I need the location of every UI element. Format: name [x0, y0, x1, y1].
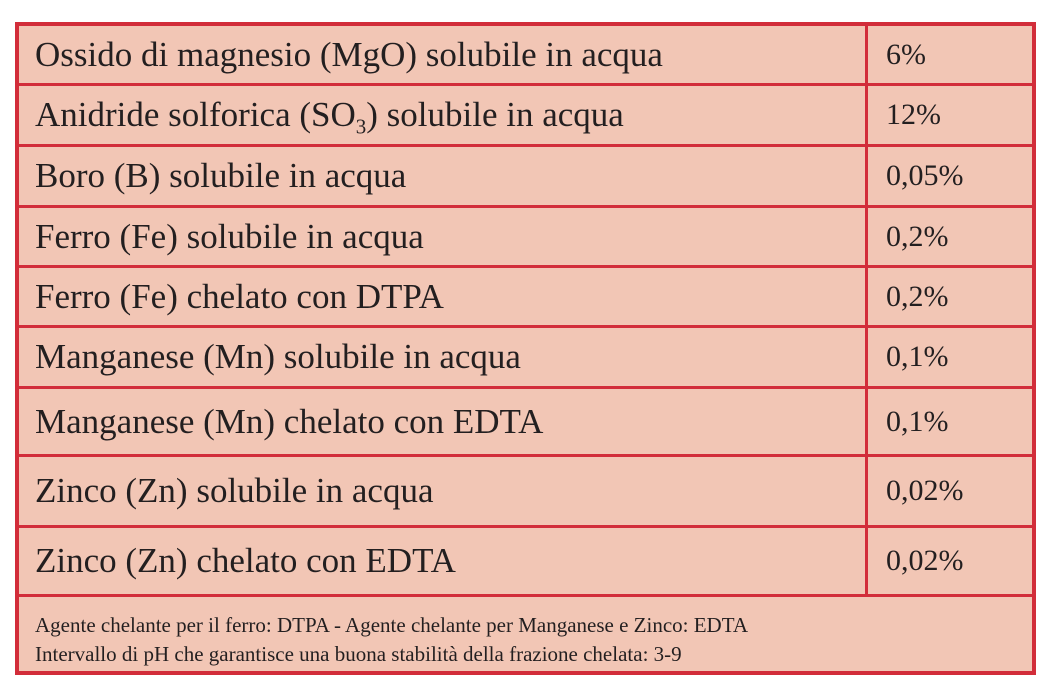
nutrient-value: 6% — [886, 37, 926, 71]
nutrient-label-text: Zinco (Zn) solubile in acqua — [35, 471, 434, 510]
nutrient-label — [19, 26, 868, 83]
nutrient-label — [19, 389, 868, 454]
nutrient-value: 0,2% — [886, 279, 949, 313]
nutrient-label — [19, 328, 868, 386]
nutrient-label — [19, 268, 868, 325]
nutrient-value: 0,02% — [886, 474, 964, 507]
nutrient-label-text: Ferro (Fe) solubile in acqua — [35, 216, 424, 256]
nutrient-label — [19, 86, 868, 144]
table-row — [19, 208, 1032, 268]
composition-table — [15, 22, 1036, 675]
footnote-ph-range: Intervallo di pH che garantisce una buona stabilità della frazione chelata: 3-9 — [35, 642, 682, 666]
nutrient-label-text: Zinco (Zn) chelato con EDTA — [35, 541, 456, 580]
table-row — [19, 528, 1032, 597]
table-row — [19, 86, 1032, 147]
nutrient-label — [19, 147, 868, 205]
nutrient-value: 0,2% — [886, 219, 949, 253]
nutrient-label-text: Boro (B) solubile in acqua — [35, 156, 407, 195]
label-part: Anidride solforica (SO — [35, 95, 356, 134]
footnote-chelating-agents: Agente chelante per il ferro: DTPA - Agente chelante per Manganese e Zinco: EDTA — [35, 613, 749, 637]
nutrient-value: 0,1% — [886, 404, 949, 438]
nutrient-label — [19, 528, 868, 594]
nutrient-label — [19, 208, 868, 265]
nutrient-value: 0,02% — [886, 544, 964, 577]
nutrient-label-text: Manganese (Mn) solubile in acqua — [35, 337, 521, 376]
nutrient-label-text: Ferro (Fe) chelato con DTPA — [35, 276, 444, 316]
nutrient-label — [19, 457, 868, 525]
nutrient-value: 12% — [886, 98, 941, 131]
label-part: ) solubile in acqua — [366, 95, 624, 134]
table-row — [19, 268, 1032, 328]
footnotes — [19, 597, 1032, 675]
nutrient-value: 0,05% — [886, 159, 964, 192]
table-row — [19, 147, 1032, 208]
nutrient-value: 0,1% — [886, 340, 949, 373]
nutrient-label-text: Ossido di magnesio (MgO) solubile in acqua — [35, 34, 663, 74]
nutrient-label-text: Manganese (Mn) chelato con EDTA — [35, 401, 544, 441]
nutrient-label-text — [35, 95, 624, 139]
table-row — [19, 457, 1032, 528]
table-row — [19, 26, 1032, 86]
table-row — [19, 328, 1032, 389]
table-row — [19, 389, 1032, 457]
subscript: 3 — [355, 114, 367, 139]
